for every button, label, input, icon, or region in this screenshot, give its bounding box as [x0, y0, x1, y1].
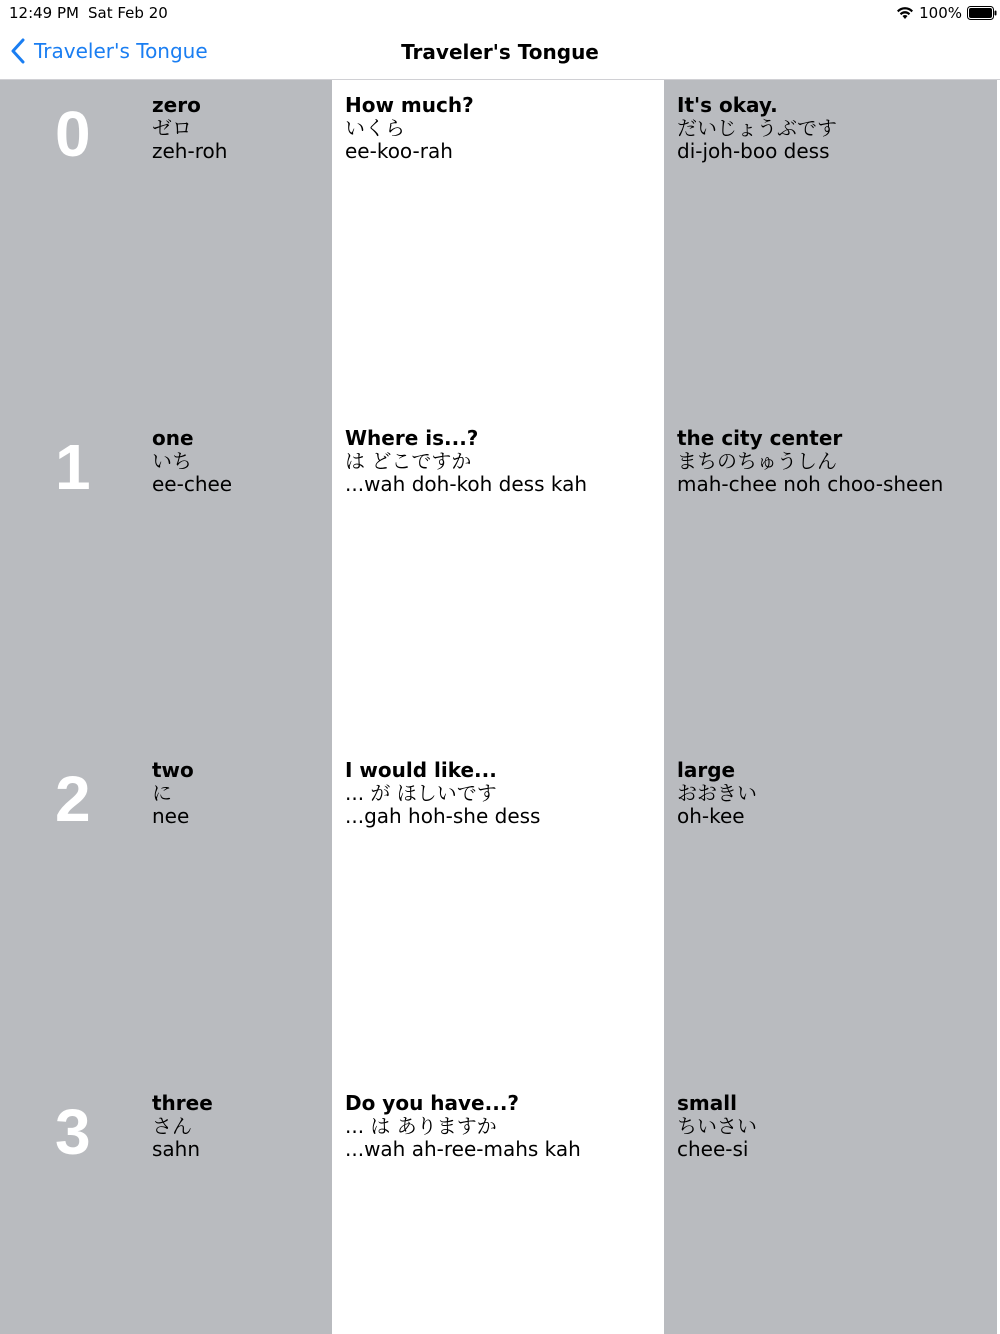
- page-title: Traveler's Tongue: [401, 40, 599, 64]
- romaji-text: di-joh-boo dess: [677, 139, 830, 163]
- phrase-grid: [0, 80, 1000, 1334]
- status-bar: [0, 0, 1000, 26]
- number-digit: 0: [55, 98, 91, 170]
- english-text: small: [677, 1091, 737, 1115]
- phrases-column: [332, 80, 664, 1334]
- japanese-text: いち: [152, 449, 192, 473]
- phrase-cell[interactable]: [332, 80, 664, 412]
- word-text: [677, 94, 837, 163]
- japanese-text: いくら: [345, 116, 405, 140]
- japanese-text: ゼロ: [152, 116, 192, 140]
- romaji-text: zeh-roh: [152, 139, 228, 163]
- english-text: the city center: [677, 426, 843, 450]
- japanese-text: さん: [152, 1114, 192, 1138]
- number-digit: 1: [55, 431, 91, 503]
- wifi-icon: [896, 6, 914, 20]
- status-time: 12:49 PM: [9, 4, 79, 22]
- word-text: [677, 427, 943, 496]
- phrase-cell[interactable]: [332, 413, 664, 745]
- romaji-text: oh-kee: [677, 804, 745, 828]
- number-cell[interactable]: [0, 745, 332, 1077]
- romaji-text: mah-chee noh choo-sheen: [677, 472, 944, 496]
- word-cell[interactable]: [664, 80, 997, 412]
- japanese-text: は どこですか: [345, 449, 472, 473]
- word-text: [677, 759, 757, 828]
- battery-icon: [967, 6, 997, 20]
- japanese-text: まちのちゅうしん: [677, 449, 837, 473]
- word-cell[interactable]: [664, 413, 997, 745]
- numbers-column: [0, 80, 332, 1334]
- number-phrase: [152, 94, 227, 163]
- number-cell[interactable]: [0, 1078, 332, 1334]
- phrase-cell[interactable]: [332, 745, 664, 1077]
- english-text: How much?: [345, 93, 474, 117]
- romaji-text: chee-si: [677, 1137, 749, 1161]
- japanese-text: おおきい: [677, 781, 757, 805]
- words-column: [664, 80, 997, 1334]
- number-phrase: [152, 1092, 213, 1161]
- number-digit: 2: [55, 763, 91, 835]
- back-button-label: Traveler's Tongue: [34, 39, 208, 63]
- battery-percent: 100%: [919, 4, 962, 22]
- phrase-cell[interactable]: [332, 1078, 664, 1334]
- japanese-text: だいじょうぶです: [677, 116, 837, 140]
- english-text: one: [152, 426, 194, 450]
- romaji-text: ee-koo-rah: [345, 139, 453, 163]
- romaji-text: ...wah doh-koh dess kah: [345, 472, 588, 496]
- english-text: Where is...?: [345, 426, 479, 450]
- romaji-text: ...gah hoh-she dess: [345, 804, 541, 828]
- number-phrase: [152, 759, 194, 828]
- english-text: I would like...: [345, 758, 497, 782]
- romaji-text: ee-chee: [152, 472, 233, 496]
- phrase-text: [345, 1092, 581, 1161]
- phrase-text: [345, 759, 540, 828]
- number-digit: 3: [55, 1096, 91, 1168]
- japanese-text: ... は ありますか: [345, 1114, 497, 1138]
- english-text: two: [152, 758, 194, 782]
- phrase-text: [345, 94, 474, 163]
- word-cell[interactable]: [664, 1078, 997, 1334]
- navigation-bar: [0, 26, 1000, 80]
- romaji-text: ...wah ah-ree-mahs kah: [345, 1137, 581, 1161]
- english-text: zero: [152, 93, 201, 117]
- japanese-text: ちいさい: [677, 1114, 757, 1138]
- number-cell[interactable]: [0, 413, 332, 745]
- status-indicators: [896, 4, 997, 22]
- romaji-text: nee: [152, 804, 190, 828]
- japanese-text: ... が ほしいです: [345, 781, 497, 805]
- japanese-text: に: [152, 781, 172, 805]
- english-text: three: [152, 1091, 213, 1115]
- english-text: large: [677, 758, 736, 782]
- english-text: Do you have...?: [345, 1091, 520, 1115]
- number-phrase: [152, 427, 232, 496]
- word-cell[interactable]: [664, 745, 997, 1077]
- english-text: It's okay.: [677, 93, 778, 117]
- status-date: Sat Feb 20: [88, 4, 168, 22]
- number-cell[interactable]: [0, 80, 332, 412]
- phrase-text: [345, 427, 587, 496]
- romaji-text: sahn: [152, 1137, 201, 1161]
- word-text: [677, 1092, 757, 1161]
